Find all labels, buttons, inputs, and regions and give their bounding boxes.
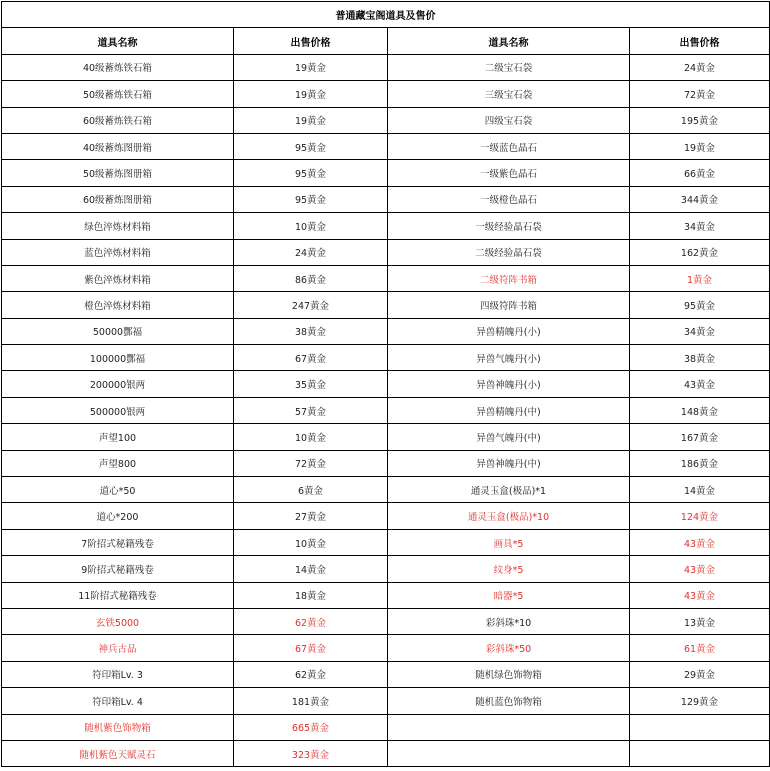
price-right: 124黄金 [630,503,770,529]
item-name-right: 二级经验晶石袋 [388,239,630,265]
price-right: 195黄金 [630,107,770,133]
item-name-left: 9阶招式秘籍残卷 [2,556,234,582]
item-name-right: 异兽精魄丹(小) [388,318,630,344]
item-name-right: 一级橙色晶石 [388,186,630,212]
item-name-left: 蓝色淬炼材料箱 [2,239,234,265]
title-row [2,2,770,28]
item-name-left: 随机紫色天赋灵石 [2,740,234,766]
item-name-right: 彩斜珠*10 [388,608,630,634]
price-right: 34黄金 [630,213,770,239]
item-name-left: 40级蓄炼图册箱 [2,133,234,159]
item-name-left: 道心*50 [2,477,234,503]
item-name-left: 橙色淬炼材料箱 [2,292,234,318]
item-name-left: 11阶招式秘籍残卷 [2,582,234,608]
price-left: 62黄金 [234,661,388,687]
price-right: 66黄金 [630,160,770,186]
price-right: 167黄金 [630,424,770,450]
item-name-right: 一级紫色晶石 [388,160,630,186]
table-row [2,688,770,714]
price-left: 95黄金 [234,186,388,212]
item-name-right: 四级宝石袋 [388,107,630,133]
price-right: 43黄金 [630,556,770,582]
table-row [2,714,770,740]
item-name-left: 道心*200 [2,503,234,529]
price-left: 86黄金 [234,265,388,291]
item-name-left: 紫色淬炼材料箱 [2,265,234,291]
item-name-left: 符印箱Lv. 4 [2,688,234,714]
price-right: 38黄金 [630,345,770,371]
price-left: 35黄金 [234,371,388,397]
table-row [2,160,770,186]
table-row [2,635,770,661]
price-left: 10黄金 [234,213,388,239]
item-name-right: 三级宝石袋 [388,81,630,107]
table-row [2,503,770,529]
item-name-right: 暗器*5 [388,582,630,608]
price-left: 19黄金 [234,81,388,107]
item-name-left: 500000银两 [2,397,234,423]
item-name-right: 异兽气魄丹(中) [388,424,630,450]
item-name-left: 符印箱Lv. 3 [2,661,234,687]
price-right: 95黄金 [630,292,770,318]
price-right: 43黄金 [630,371,770,397]
table-row [2,556,770,582]
table-row [2,477,770,503]
price-right: 13黄金 [630,608,770,634]
item-name-left: 绿色淬炼材料箱 [2,213,234,239]
table-row [2,529,770,555]
price-left: 665黄金 [234,714,388,740]
item-name-right: 随机绿色饰物箱 [388,661,630,687]
price-left: 24黄金 [234,239,388,265]
price-left: 67黄金 [234,345,388,371]
item-name-right: 纹身*5 [388,556,630,582]
item-name-right: 随机蓝色饰物箱 [388,688,630,714]
price-left: 27黄金 [234,503,388,529]
table-row [2,608,770,634]
price-right [630,740,770,766]
price-left: 19黄金 [234,54,388,80]
price-left: 19黄金 [234,107,388,133]
item-name-left: 50级蓄炼铁石箱 [2,81,234,107]
table-row [2,371,770,397]
item-name-right [388,740,630,766]
item-name-left: 声望100 [2,424,234,450]
item-name-left: 100000酆福 [2,345,234,371]
header-price-left: 出售价格 [234,28,388,54]
item-name-left: 玄铁5000 [2,608,234,634]
price-left: 323黄金 [234,740,388,766]
price-right: 61黄金 [630,635,770,661]
price-left: 6黄金 [234,477,388,503]
price-left: 247黄金 [234,292,388,318]
table-row [2,54,770,80]
price-left: 95黄金 [234,133,388,159]
item-name-right: 通灵玉盒(极品)*1 [388,477,630,503]
header-item-name-right: 道具名称 [388,28,630,54]
table-row [2,213,770,239]
price-left: 18黄金 [234,582,388,608]
item-name-right: 四级符阵书箱 [388,292,630,318]
price-left: 38黄金 [234,318,388,344]
price-right: 29黄金 [630,661,770,687]
price-right: 72黄金 [630,81,770,107]
price-right: 43黄金 [630,529,770,555]
item-name-left: 声望800 [2,450,234,476]
price-left: 57黄金 [234,397,388,423]
item-name-left: 60级蓄炼铁石箱 [2,107,234,133]
item-name-right: 彩斜珠*50 [388,635,630,661]
table-row [2,239,770,265]
price-right [630,714,770,740]
table-row [2,292,770,318]
table-row [2,81,770,107]
item-name-left: 40级蓄炼铁石箱 [2,54,234,80]
price-left: 14黄金 [234,556,388,582]
item-name-right [388,714,630,740]
price-left: 72黄金 [234,450,388,476]
item-name-left: 60级蓄炼图册箱 [2,186,234,212]
item-name-left: 50级蓄炼图册箱 [2,160,234,186]
price-right: 129黄金 [630,688,770,714]
header-price-right: 出售价格 [630,28,770,54]
table-row [2,107,770,133]
item-name-right: 异兽精魄丹(中) [388,397,630,423]
price-right: 34黄金 [630,318,770,344]
price-left: 10黄金 [234,529,388,555]
price-table [1,1,770,767]
price-right: 1黄金 [630,265,770,291]
item-name-right: 二级宝石袋 [388,54,630,80]
header-row [2,28,770,54]
item-name-right: 通灵玉盒(极品)*10 [388,503,630,529]
item-name-right: 一级蓝色晶石 [388,133,630,159]
table-row [2,133,770,159]
table-row [2,740,770,766]
price-right: 19黄金 [630,133,770,159]
price-right: 344黄金 [630,186,770,212]
item-name-right: 异兽神魄丹(小) [388,371,630,397]
table-row [2,424,770,450]
price-left: 181黄金 [234,688,388,714]
price-right: 162黄金 [630,239,770,265]
table-row [2,318,770,344]
item-name-right: 异兽神魄丹(中) [388,450,630,476]
price-right: 186黄金 [630,450,770,476]
item-name-left: 50000酆福 [2,318,234,344]
item-name-left: 200000银两 [2,371,234,397]
item-name-left: 神兵古品 [2,635,234,661]
price-right: 24黄金 [630,54,770,80]
table-row [2,397,770,423]
item-name-right: 画具*5 [388,529,630,555]
table-row [2,265,770,291]
header-item-name-left: 道具名称 [2,28,234,54]
price-right: 43黄金 [630,582,770,608]
price-right: 14黄金 [630,477,770,503]
table-row [2,345,770,371]
table-title: 普通藏宝阁道具及售价 [2,2,770,28]
table-row [2,582,770,608]
table-body [2,54,770,767]
table-row [2,186,770,212]
price-left: 10黄金 [234,424,388,450]
price-left: 62黄金 [234,608,388,634]
item-name-right: 异兽气魄丹(小) [388,345,630,371]
price-right: 148黄金 [630,397,770,423]
table-row [2,450,770,476]
item-name-right: 一级经验晶石袋 [388,213,630,239]
item-name-left: 7阶招式秘籍残卷 [2,529,234,555]
price-left: 95黄金 [234,160,388,186]
item-name-left: 随机紫色饰物箱 [2,714,234,740]
item-name-right: 二级符阵书箱 [388,265,630,291]
price-left: 67黄金 [234,635,388,661]
table-row [2,661,770,687]
